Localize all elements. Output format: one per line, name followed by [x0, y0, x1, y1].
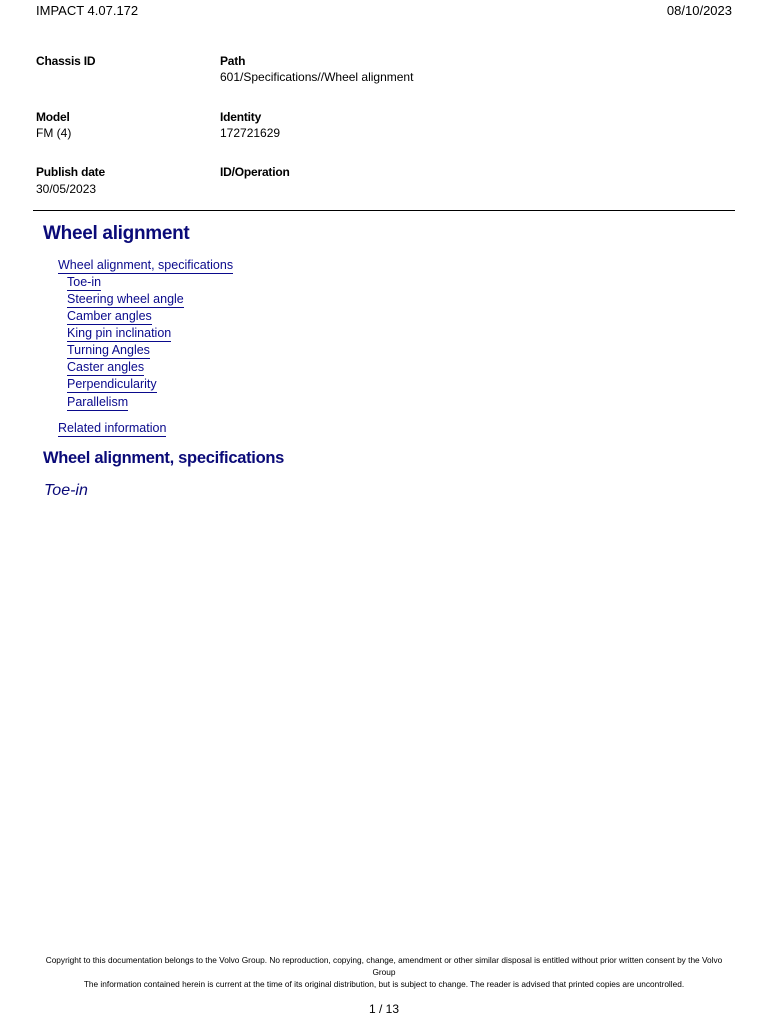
section-heading: Wheel alignment, specifications — [43, 449, 285, 467]
toc-link-perpendicularity[interactable]: Perpendicularity — [67, 377, 157, 391]
toc-link-caster-angles[interactable]: Caster angles — [67, 360, 145, 374]
path-value: 601/Specifications//Wheel alignment — [220, 70, 414, 84]
identity-label: Identity — [220, 110, 262, 124]
copyright-notice — [34, 954, 734, 990]
path-label: Path — [220, 54, 246, 68]
header-divider — [33, 210, 735, 211]
toc-link-related-information[interactable]: Related information — [58, 421, 167, 435]
document-title: Wheel alignment — [43, 223, 190, 244]
publish-date-label: Publish date — [36, 165, 105, 179]
page-number: 1 / 13 — [368, 1002, 400, 1016]
publish-date-value: 30/05/2023 — [36, 182, 97, 196]
identity-value: 172721629 — [220, 126, 281, 140]
copyright-line-1: Copyright to this documentation belongs to the Volvo Group. No reproduction, copying, change, amendment or other similar disposal is entitled without prior written consent by the Volvo Group — [45, 955, 723, 977]
model-value: FM (4) — [36, 126, 72, 140]
toc-link-parallelism[interactable]: Parallelism — [67, 395, 129, 409]
toc-link-turning-angles[interactable]: Turning Angles — [67, 343, 150, 357]
toc-link-toe-in[interactable]: Toe-in — [67, 275, 102, 289]
print-date: 08/10/2023 — [666, 3, 732, 18]
toc-link-steering-wheel-angle[interactable]: Steering wheel angle — [67, 292, 184, 306]
toc-link-king-pin-inclination[interactable]: King pin inclination — [67, 326, 172, 340]
toc-link-specifications[interactable]: Wheel alignment, specifications — [58, 258, 234, 272]
model-label: Model — [36, 110, 70, 124]
copyright-line-2: The information contained herein is current at the time of its original distribution, but is subject to change. The reader is advised that printed copies are uncontrolled. — [83, 979, 685, 989]
chassis-id-label: Chassis ID — [36, 54, 96, 68]
toc-link-camber-angles[interactable]: Camber angles — [67, 309, 152, 323]
id-operation-label: ID/Operation — [220, 165, 290, 179]
sub-heading-toe-in: Toe-in — [44, 482, 88, 499]
app-version: IMPACT 4.07.172 — [36, 3, 139, 18]
